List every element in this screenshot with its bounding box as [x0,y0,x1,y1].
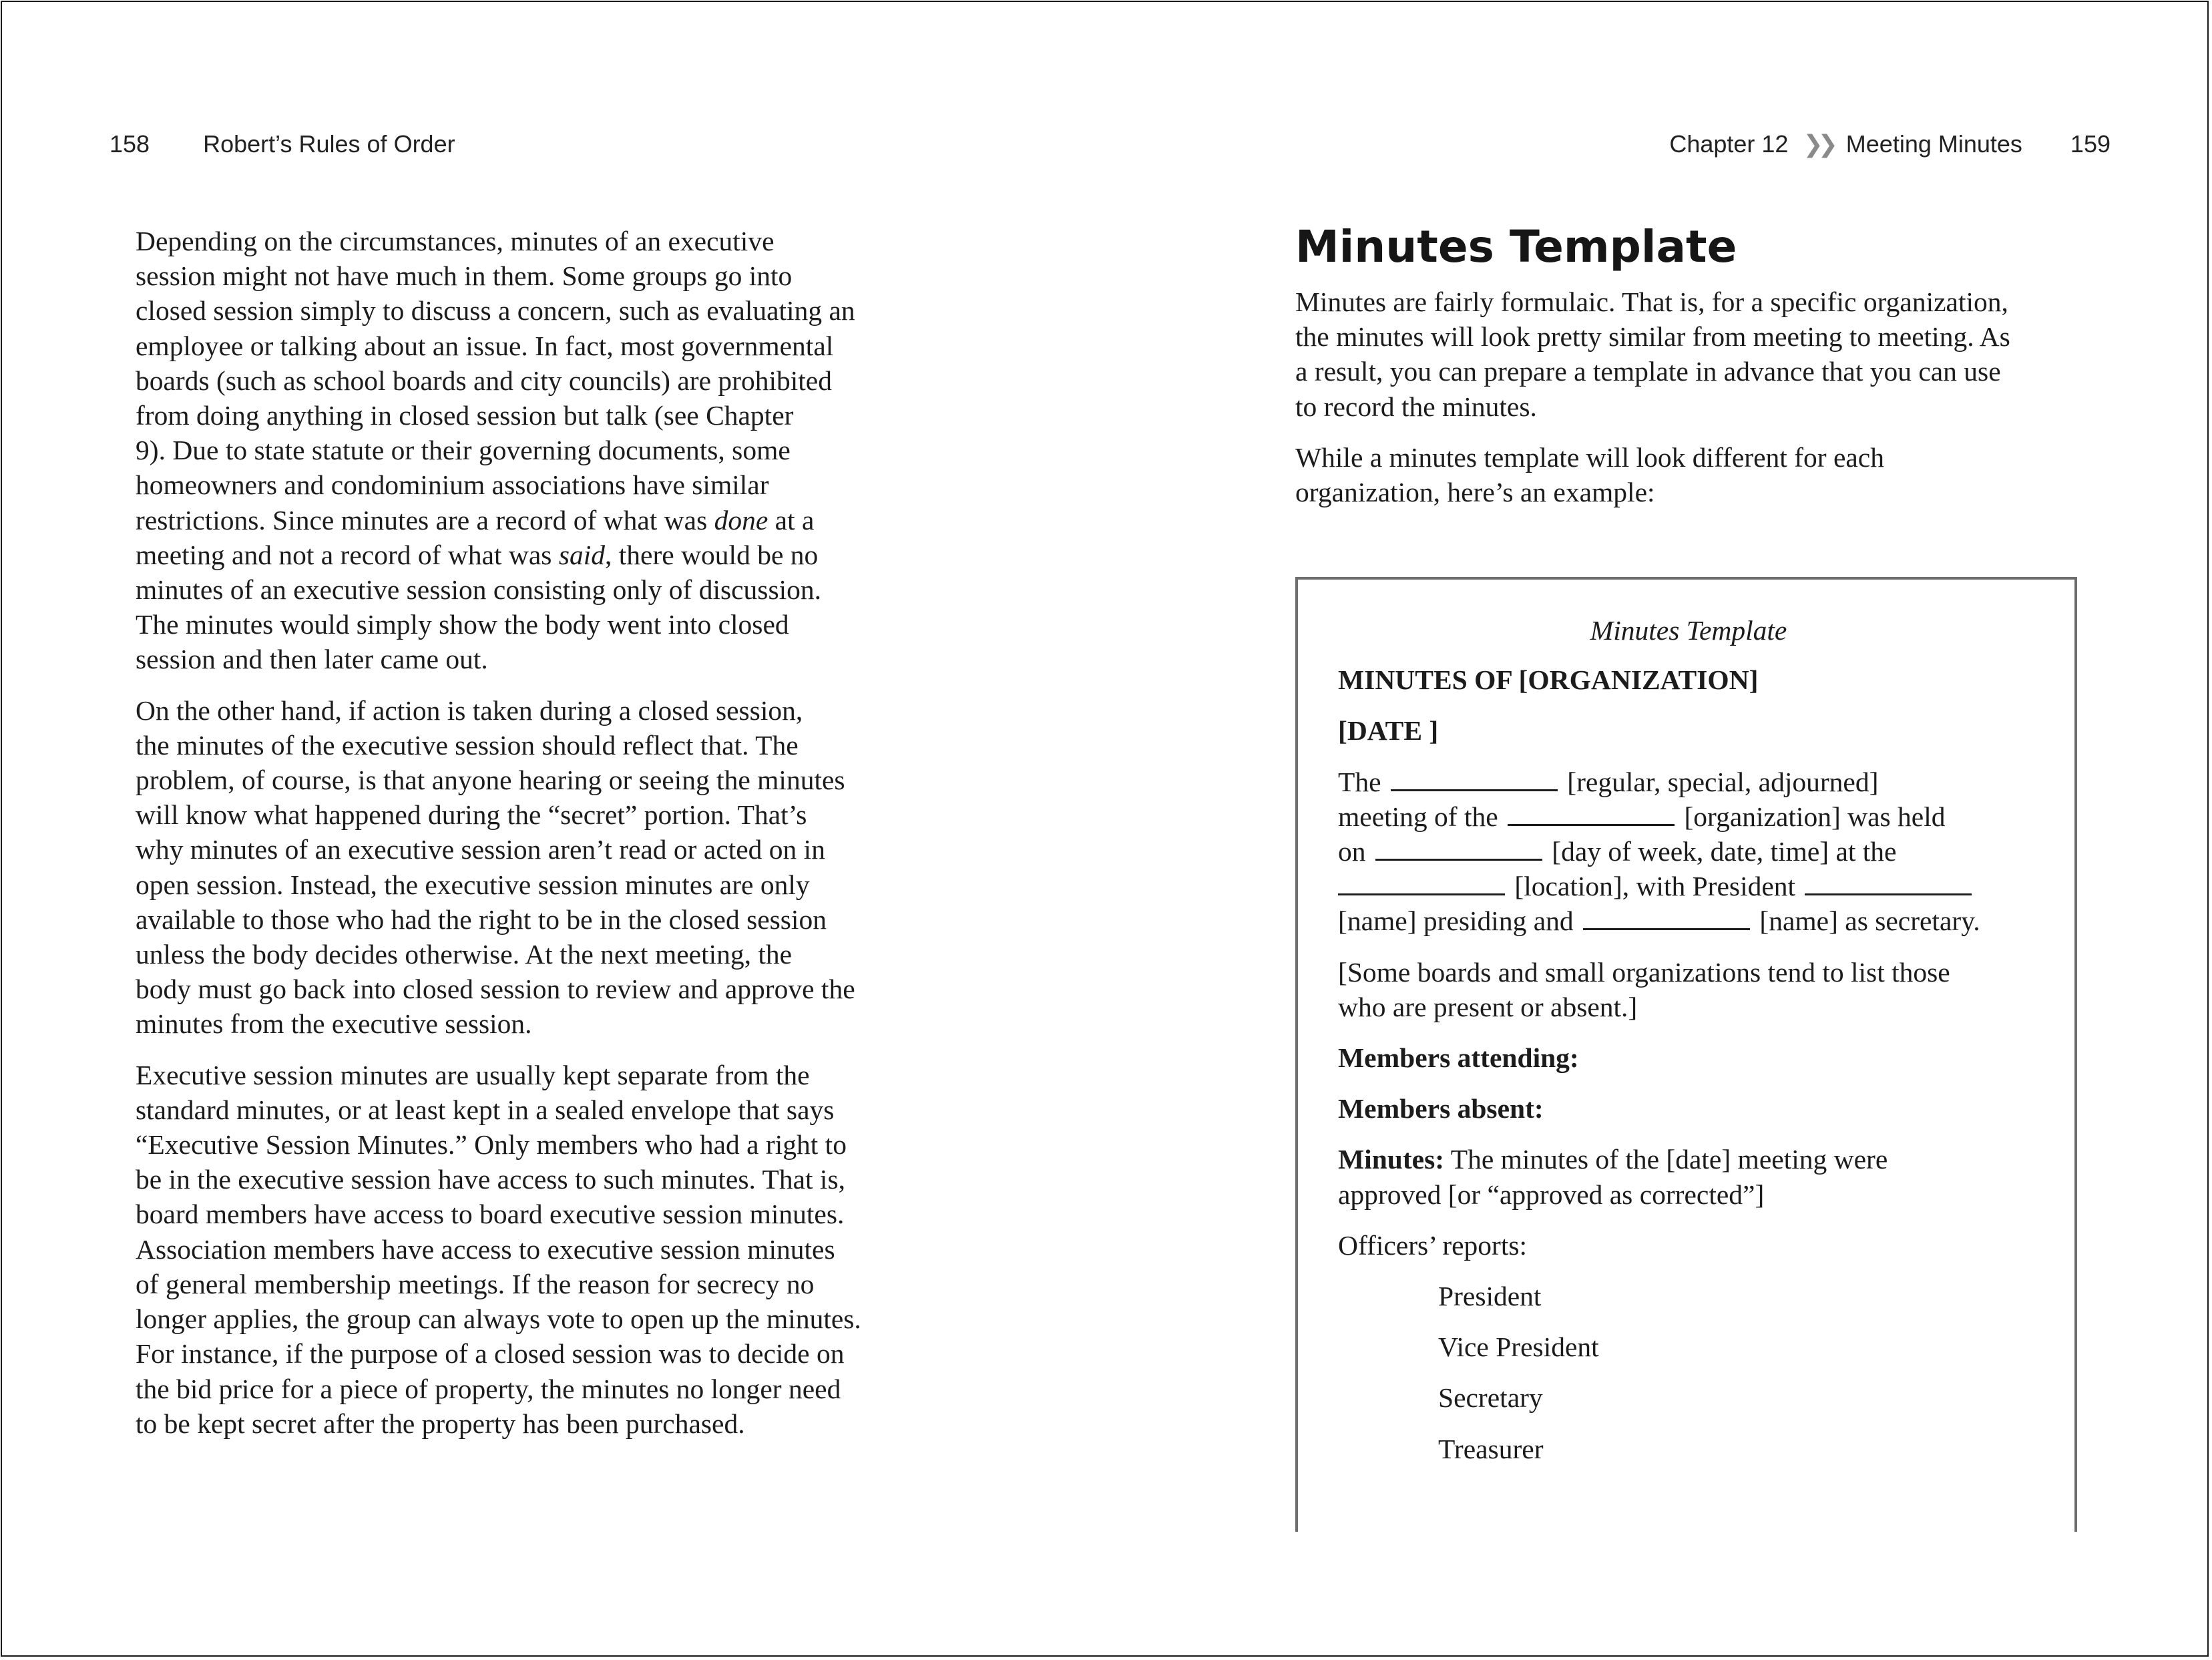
body-paragraph [136,224,937,677]
left-running-head [109,126,455,163]
text-line: body must go back into closed session to review and approve the [136,974,855,1005]
template-body-paragraph [1338,765,2039,939]
text-line: Minutes are fairly formulaic. That is, for a specific organization, [1295,286,2008,317]
text-line [1338,1142,2039,1177]
left-running-title: Robert’s Rules of Order [203,130,455,158]
body-paragraph [1295,440,2096,509]
text-run: [name] as secretary. [1759,905,1980,937]
text-line: minutes of an executive session consisting only of discussion. [136,574,822,606]
text-run: restrictions. Since minutes are a record of what was [136,504,708,536]
double-chevron-right-icon: ❯❯ [1803,130,1833,158]
body-paragraph [1295,284,2096,424]
text-line: boards (such as school boards and city councils) are prohibited [136,365,832,396]
text-line: of general membership meetings. If the reason for secrecy no [136,1268,815,1299]
text-line: closed session simply to discuss a concern, such as evaluating an [136,295,855,327]
text-line: problem, of course, is that anyone hearing or seeing the minutes [136,765,845,796]
members-absent-label: Members absent: [1338,1093,1544,1124]
text-line: standard minutes, or at least kept in a sealed envelope that says [136,1094,835,1125]
text-line: session might not have much in them. Some groups go into [136,260,793,292]
minutes-template-content [1338,613,2039,1482]
text-line: from doing anything in closed session but talk (see Chapter [136,400,794,431]
text-line: to be kept secret after the property has been purchased. [136,1408,745,1439]
members-attending-label: Members attending: [1338,1042,1579,1074]
text-line: the minutes of the executive session should reflect that. The [136,729,799,761]
text-run: [organization] was held [1684,801,1946,832]
text-line: to record the minutes. [1295,391,1537,422]
fill-in-blank [1338,871,1505,895]
text-line [1338,834,2039,869]
text-run: , there would be no [605,539,819,570]
text-line: Association members have access to executive session minutes [136,1233,835,1265]
fill-in-blank [1508,801,1675,826]
text-line: [Some boards and small organizations tend to list those [1338,956,1950,988]
text-line: Depending on the circumstances, minutes of an executive [136,226,775,256]
text-line: For instance, if the purpose of a closed session was to decide on [136,1338,845,1370]
template-note [1338,955,2039,1024]
text-line: minutes from the executive session. [136,1008,532,1040]
officer-item-vice-president: Vice President [1438,1331,1599,1363]
text-run: [location], with President [1514,871,1796,902]
text-line: a result, you can prepare a template in advance that you can use [1295,356,2001,387]
text-line: Executive session minutes are usually kept separate from the [136,1059,810,1090]
body-paragraph [136,1058,937,1441]
emphasis-done: done [714,504,768,536]
text-line: open session. Instead, the executive session minutes are only [136,869,810,900]
text-run: on [1338,836,1366,867]
text-line: homeowners and condominium associations have similar [136,469,769,501]
chapter-label: Chapter 12 [1669,130,1789,158]
text-line: board members have access to board executive session minutes. [136,1199,845,1230]
text-line [1338,903,2039,938]
text-line [136,538,937,572]
body-paragraph [136,693,937,1042]
text-line [136,503,937,538]
text-line: longer applies, the group can always vote to open up the minutes. [136,1303,861,1335]
text-line [1338,765,2039,799]
text-line: On the other hand, if action is taken during a closed session, [136,694,803,726]
section-title: Minutes Template [1295,221,1737,272]
text-line: the bid price for a piece of property, the minutes no longer need [136,1373,841,1404]
text-run: [regular, special, adjourned] [1567,766,1879,797]
text-line [1338,799,2039,834]
minutes-template-box [1295,577,2077,1532]
template-minutes-paragraph [1338,1142,2039,1211]
template-heading: MINUTES OF [ORGANIZATION] [1338,664,1759,696]
text-run: [day of week, date, time] at the [1552,836,1897,867]
fill-in-blank [1583,905,1750,930]
right-page-body [1295,214,2096,526]
text-line: 9). Due to state statute or their governing documents, some [136,435,791,466]
text-line: The minutes would simply show the body went into closed [136,609,789,640]
text-line: employee or talking about an issue. In fact, most governmental [136,330,834,361]
text-run: at a [775,504,815,536]
text-line: why minutes of an executive session aren’t read or acted on in [136,834,825,865]
text-line: “Executive Session Minutes.” Only members who had a right to [136,1129,847,1161]
text-run: The [1338,766,1381,797]
fill-in-blank [1375,836,1542,861]
text-line: the minutes will look pretty similar from meeting to meeting. As [1295,321,2010,353]
text-line [1338,869,2039,903]
fill-in-blank [1391,767,1558,791]
text-line: organization, here’s an example: [1295,477,1655,508]
officer-item-president: President [1438,1281,1542,1312]
text-run: [name] presiding and [1338,905,1574,937]
text-line: will know what happened during the “secret” portion. That’s [136,799,807,831]
text-line: be in the executive session have access to such minutes. That is, [136,1164,845,1195]
text-run: The minutes of the [date] meeting were [1450,1144,1888,1175]
text-run: meeting of the [1338,801,1498,832]
text-line: session and then later came out. [136,644,488,675]
text-line: who are present or absent.] [1338,991,1638,1022]
left-page-body [136,224,937,1457]
text-run: meeting and not a record of what was [136,539,552,570]
template-date-line: [DATE ] [1338,715,1439,747]
left-page-number: 158 [109,130,150,158]
text-line: unless the body decides otherwise. At the next meeting, the [136,939,793,970]
fill-in-blank [1805,871,1972,895]
officer-item-secretary: Secretary [1438,1382,1543,1414]
officer-item-treasurer: Treasurer [1438,1433,1544,1464]
chapter-title: Meeting Minutes [1845,130,2022,158]
text-line: While a minutes template will look different for each [1295,441,1884,473]
text-line: available to those who had the right to be in the closed session [136,903,827,935]
text-line: approved [or “approved as corrected”] [1338,1179,1765,1210]
emphasis-said: said [558,539,605,570]
template-caption: Minutes Template [1590,615,1787,646]
right-page-number: 159 [2070,130,2111,158]
officers-reports-label: Officers’ reports: [1338,1229,1528,1261]
right-running-head [1669,126,2111,163]
minutes-label: Minutes: [1338,1144,1445,1175]
